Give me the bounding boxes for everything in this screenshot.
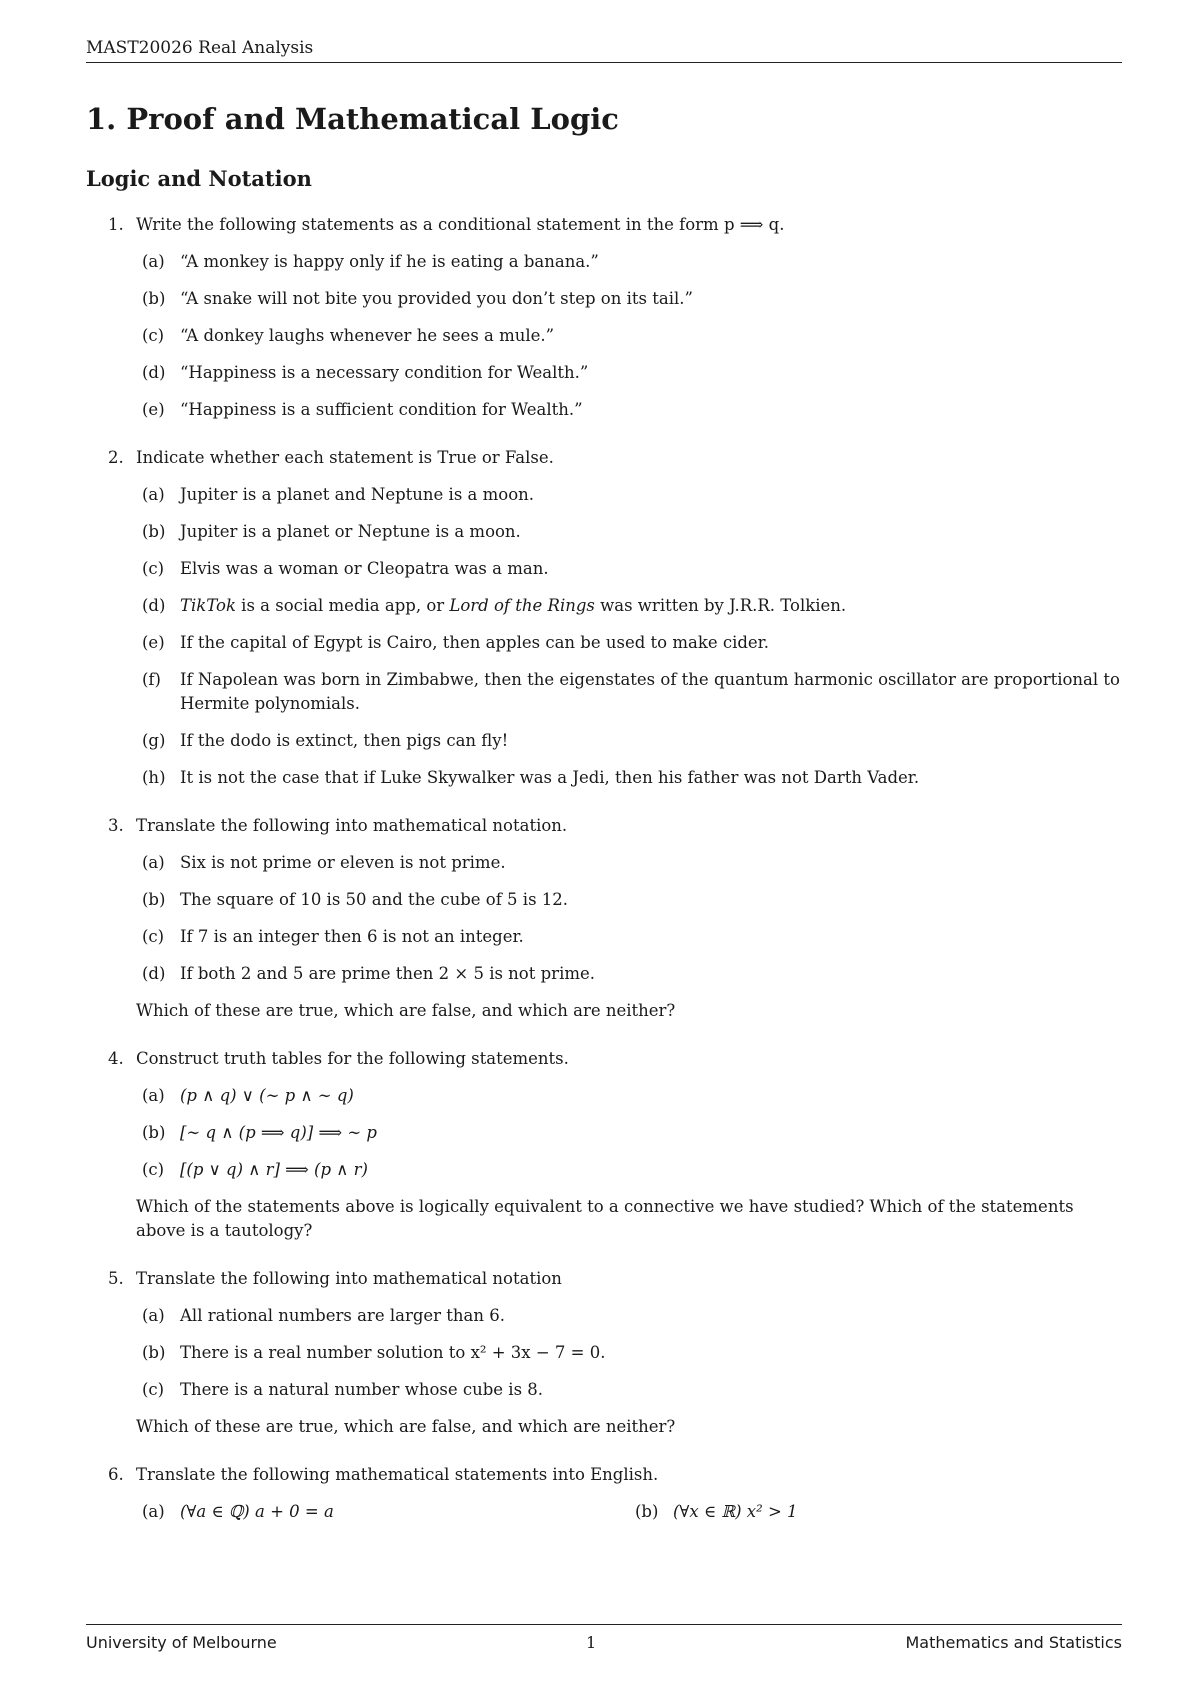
item-label: (h) (142, 768, 166, 787)
list-item (136, 520, 1122, 544)
item-label: (e) (142, 633, 165, 652)
list-item (136, 1084, 1122, 1108)
question-stem: Translate the following mathematical statements into English. (136, 1465, 659, 1484)
item-formula: (∀a ∈ ℚ) a + 0 = a (180, 1502, 334, 1521)
item-text: There is a natural number whose cube is 8. (180, 1380, 544, 1399)
item-label: (d) (142, 363, 166, 382)
item-text: It is not the case that if Luke Skywalker was a Jedi, then his father was not Darth Vader. (180, 768, 920, 787)
item-label: (b) (142, 1343, 166, 1362)
item-label: (f) (142, 670, 161, 689)
question-6 (86, 1463, 1122, 1537)
question-number: 4. (108, 1049, 124, 1068)
item-label: (e) (142, 400, 165, 419)
follow-up-text: Which of the statements above is logically equivalent to a connective we have studied? Which of the statements above is a tautology? (136, 1197, 1074, 1240)
item-text: The square of 10 is 50 and the cube of 5 is 12. (180, 890, 569, 909)
item-text: If the dodo is extinct, then pigs can fly! (180, 731, 509, 750)
list-item (136, 1158, 1122, 1182)
question-stem: Translate the following into mathematical notation. (136, 816, 568, 835)
item-text: If 7 is an integer then 6 is not an integer. (180, 927, 524, 946)
item-label: (b) (142, 289, 166, 308)
footer-university: University of Melbourne (86, 1633, 277, 1652)
page-footer (86, 1624, 1122, 1652)
list-item (136, 324, 1122, 348)
list-item (136, 361, 1122, 385)
item-label: (a) (142, 853, 165, 872)
list-item (136, 398, 1122, 422)
item-label: (g) (142, 731, 166, 750)
italic-title: TikTok (180, 596, 236, 615)
item-label: (c) (142, 1380, 165, 1399)
item-label: (c) (142, 559, 165, 578)
item-text: If the capital of Egypt is Cairo, then apples can be used to make cider. (180, 633, 769, 652)
list-item (136, 1341, 1122, 1365)
question-number: 6. (108, 1465, 124, 1484)
section-title: Logic and Notation (86, 166, 312, 191)
list-item (136, 1378, 1122, 1402)
item-text: was written by J.R.R. Tolkien. (594, 596, 847, 615)
list-item (136, 888, 1122, 912)
item-formula: [∼ q ∧ (p ⟹ q)] ⟹ ∼ p (180, 1123, 377, 1142)
question-number: 2. (108, 448, 124, 467)
list-item (136, 250, 1122, 274)
item-label: (d) (142, 596, 166, 615)
item-label: (a) (142, 252, 165, 271)
list-item (136, 1500, 629, 1524)
item-label: (b) (142, 522, 166, 541)
item-label: (b) (142, 1123, 166, 1142)
item-formula: (p ∧ q) ∨ (∼ p ∧ ∼ q) (180, 1086, 354, 1105)
item-text: Jupiter is a planet and Neptune is a moon. (180, 485, 535, 504)
item-text: “A monkey is happy only if he is eating a banana.” (180, 252, 599, 271)
page-title: 1. Proof and Mathematical Logic (86, 102, 619, 136)
list-item (136, 729, 1122, 753)
list-item (136, 557, 1122, 581)
item-text: All rational numbers are larger than 6. (180, 1306, 505, 1325)
question-4 (86, 1047, 1122, 1243)
two-column-items (136, 1500, 1122, 1537)
item-label: (a) (142, 1502, 165, 1521)
item-formula: [(p ∨ q) ∧ r] ⟹ (p ∧ r) (180, 1160, 368, 1179)
question-stem: Write the following statements as a conditional statement in the form p ⟹ q. (136, 215, 785, 234)
question-number: 5. (108, 1269, 124, 1288)
item-text: “A snake will not bite you provided you don’t step on its tail.” (180, 289, 693, 308)
item-text: If both 2 and 5 are prime then 2 × 5 is not prime. (180, 964, 595, 983)
item-label: (c) (142, 326, 165, 345)
list-item (136, 594, 1122, 618)
list-item (136, 631, 1122, 655)
list-item (136, 1121, 1122, 1145)
item-text: If Napolean was born in Zimbabwe, then the eigenstates of the quantum harmonic oscillator are proportional to Hermite polynomials. (180, 670, 1120, 713)
page-number: 1 (586, 1633, 597, 1652)
list-item (136, 1304, 1122, 1328)
item-label: (a) (142, 485, 165, 504)
follow-up-text: Which of these are true, which are false, and which are neither? (136, 1001, 676, 1020)
item-text: is a social media app, or (235, 596, 450, 615)
question-2 (86, 446, 1122, 790)
question-stem: Indicate whether each statement is True or False. (136, 448, 554, 467)
question-1 (86, 213, 1122, 422)
item-label: (c) (142, 927, 165, 946)
item-label: (a) (142, 1086, 165, 1105)
page-header (86, 38, 1122, 63)
item-text: There is a real number solution to x² + 3x − 7 = 0. (180, 1343, 606, 1362)
italic-title: Lord of the Rings (449, 596, 595, 615)
item-formula: (∀x ∈ ℝ) x² > 1 (673, 1502, 798, 1521)
list-item (136, 962, 1122, 986)
item-text: Six is not prime or eleven is not prime. (180, 853, 506, 872)
item-label: (b) (142, 890, 166, 909)
footer-department: Mathematics and Statistics (905, 1633, 1122, 1652)
list-item (136, 851, 1122, 875)
list-item (136, 483, 1122, 507)
list-item (629, 1500, 1122, 1524)
question-number: 3. (108, 816, 124, 835)
question-3 (86, 814, 1122, 1023)
list-item (136, 766, 1122, 790)
item-text: “Happiness is a necessary condition for Wealth.” (180, 363, 589, 382)
follow-up-text: Which of these are true, which are false, and which are neither? (136, 1417, 676, 1436)
question-number: 1. (108, 215, 124, 234)
item-text: Elvis was a woman or Cleopatra was a man. (180, 559, 549, 578)
question-5 (86, 1267, 1122, 1439)
course-title: MAST20026 Real Analysis (86, 38, 314, 58)
item-label: (c) (142, 1160, 165, 1179)
list-item (136, 668, 1122, 716)
item-label: (b) (635, 1502, 659, 1521)
list-item (136, 287, 1122, 311)
item-label: (a) (142, 1306, 165, 1325)
question-stem: Construct truth tables for the following statements. (136, 1049, 569, 1068)
main-content (86, 102, 1122, 1561)
item-text: “A donkey laughs whenever he sees a mule.” (180, 326, 555, 345)
question-stem: Translate the following into mathematical notation (136, 1269, 562, 1288)
item-text: Jupiter is a planet or Neptune is a moon. (180, 522, 521, 541)
list-item (136, 925, 1122, 949)
item-text: “Happiness is a sufficient condition for Wealth.” (180, 400, 583, 419)
item-label: (d) (142, 964, 166, 983)
